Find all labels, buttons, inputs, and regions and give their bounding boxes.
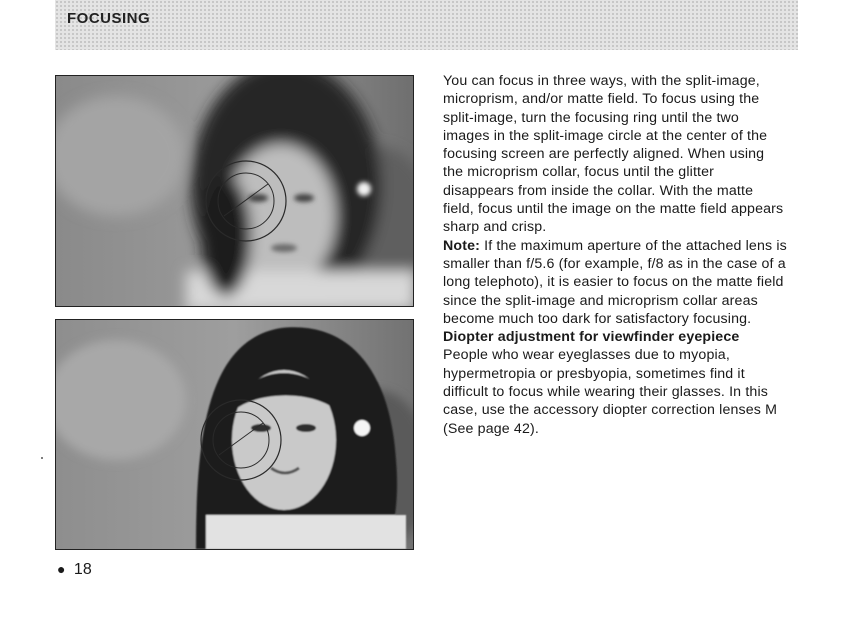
note-paragraph <box>443 237 788 328</box>
header-band <box>55 0 798 50</box>
figure-in-focus <box>55 319 414 550</box>
portrait-in-focus-photo <box>56 320 413 549</box>
figure-out-of-focus <box>55 75 414 307</box>
scan-speck <box>41 457 43 459</box>
diopter-subheading: Diopter adjustment for viewfinder eyepiece <box>443 329 740 346</box>
portrait-out-of-focus-photo <box>56 76 413 306</box>
intro-paragraph: You can focus in three ways, with the split-image, microprism, and/or matte field. To focus using the split-image, turn the focusing ring until the two images in the split-image circle at the center of the focusing screen are perfectly aligned. When using the microprism collar, focus until the glitter disappears from inside the collar. With the matte field, focus until the image on the matte field appears sharp and crisp. <box>443 73 784 236</box>
note-text: If the maximum aperture of the attached lens is smaller than f/5.6 (for example, f/8 as in the case of a long telephoto), it is easier to focus on the matte field since the split-image and microprism collar areas become much too dark for satisfactory focusing. <box>443 237 787 327</box>
instruction-text-column <box>443 72 788 438</box>
section-title: FOCUSING <box>67 10 151 27</box>
note-label: Note: <box>443 237 481 254</box>
page-number-value: 18 <box>73 561 92 578</box>
diopter-paragraph: People who wear eyeglasses due to myopia, hypermetropia or presbyopia, sometimes find it difficult to focus while wearing their glasses. In this case, use the accessory diopter correction lenses M (See page 42). <box>443 347 778 437</box>
bullet-icon: ● <box>57 561 66 577</box>
page-number <box>57 561 92 579</box>
